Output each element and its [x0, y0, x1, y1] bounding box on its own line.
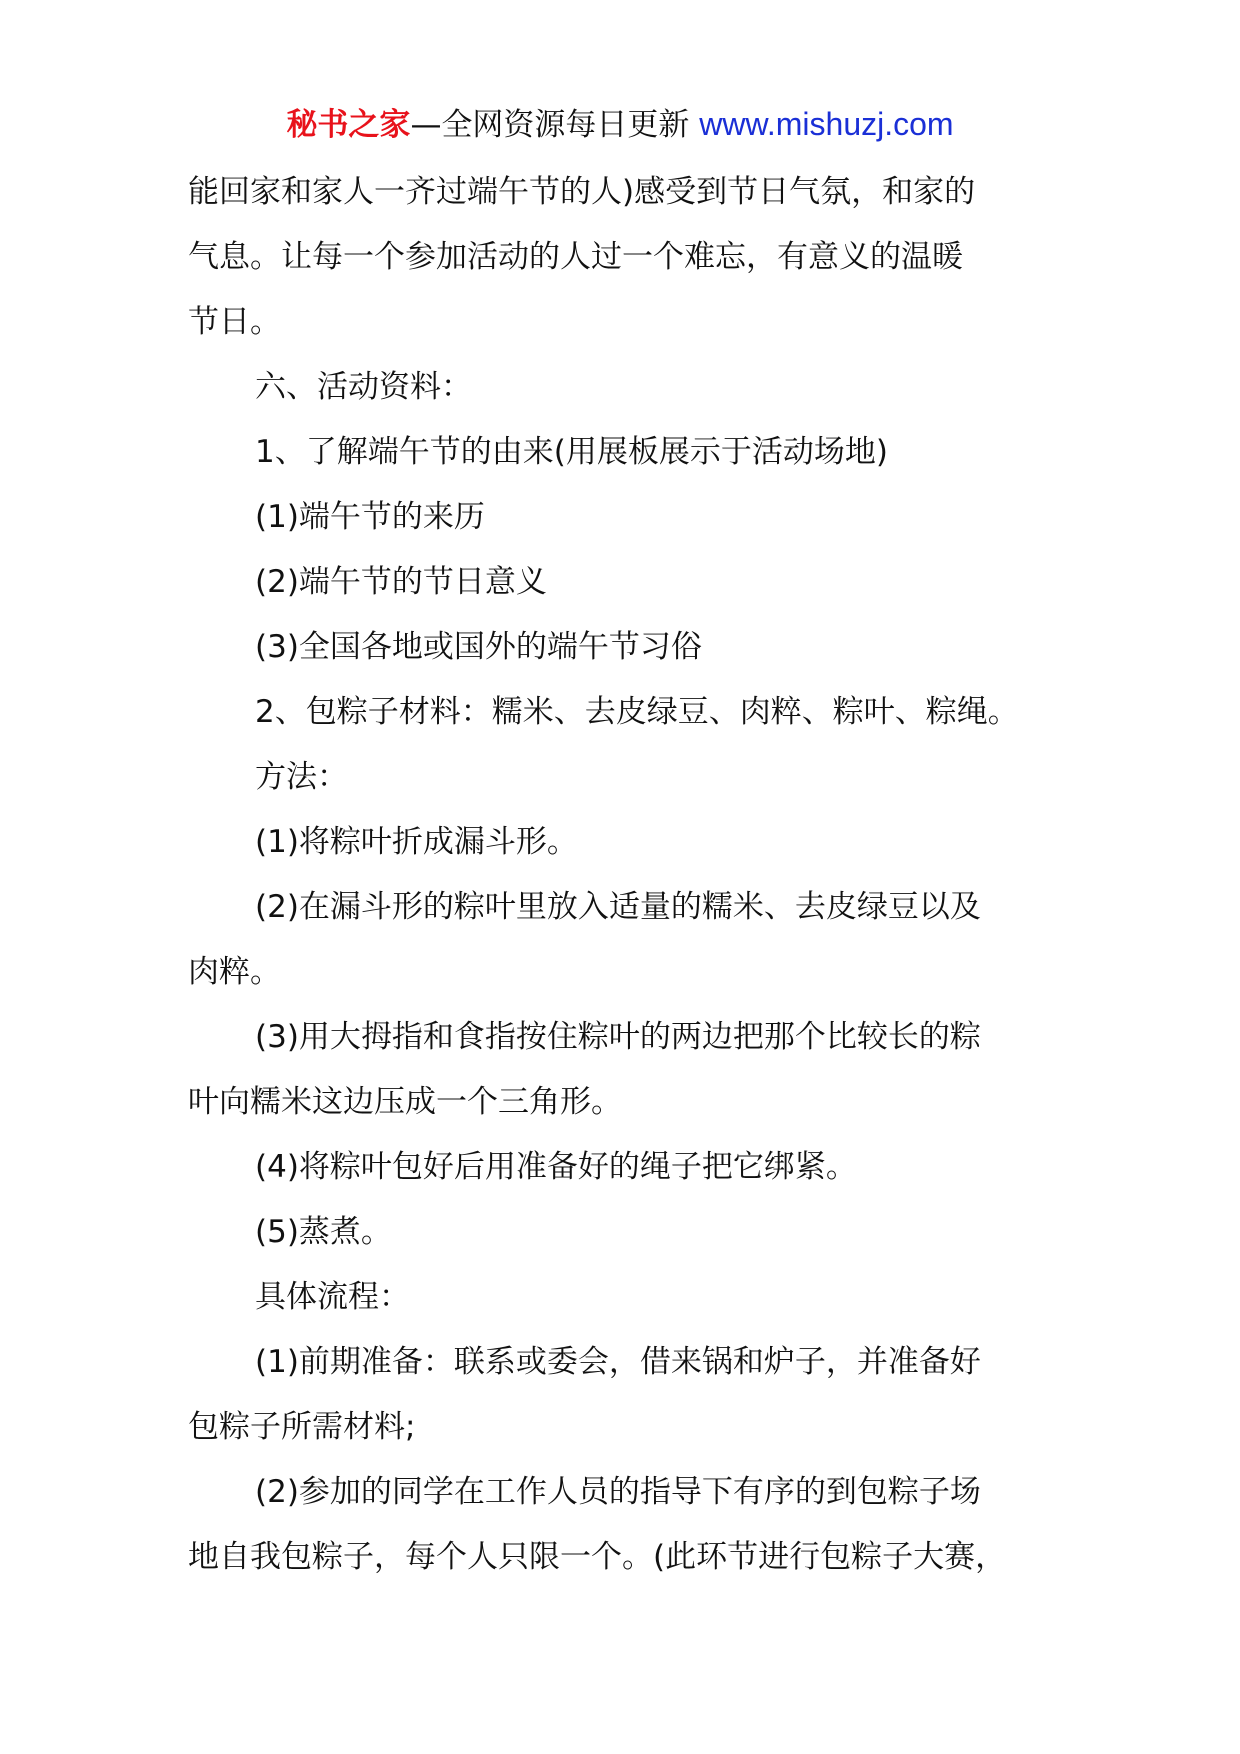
subheading: 具体流程： [255, 1279, 410, 1315]
list-item: (2)参加的同学在工作人员的指导下有序的到包粽子场 [255, 1474, 981, 1510]
paragraph-line: 节日。 [188, 304, 281, 340]
section-heading: 六、活动资料： [255, 369, 472, 405]
list-item: (3)全国各地或国外的端午节习俗 [255, 629, 702, 665]
list-item: (2)端午节的节日意义 [255, 564, 547, 600]
document-body [188, 160, 1068, 1590]
paragraph-line: 能回家和家人一齐过端午节的人)感受到节日气氛，和家的 [188, 174, 976, 210]
paragraph-line: 地自我包粽子，每个人只限一个。(此环节进行包粽子大赛， [188, 1539, 1007, 1575]
list-item: 1、了解端午节的由来(用展板展示于活动场地) [255, 434, 888, 470]
list-item: (5)蒸煮。 [255, 1214, 392, 1250]
site-brand: 秘书之家 [286, 107, 411, 143]
subheading: 方法： [255, 759, 348, 795]
list-item: (1)端午节的来历 [255, 499, 485, 535]
list-item: (4)将粽叶包好后用准备好的绳子把它绑紧。 [255, 1149, 857, 1185]
site-slogan: —全网资源每日更新 [410, 107, 700, 143]
list-item: (2)在漏斗形的粽叶里放入适量的糯米、去皮绿豆以及 [255, 889, 981, 925]
paragraph-line: 肉粹。 [188, 954, 281, 990]
list-item: (3)用大拇指和食指按住粽叶的两边把那个比较长的粽 [255, 1019, 981, 1055]
list-item: 2、包粽子材料：糯米、去皮绿豆、肉粹、粽叶、粽绳。 [255, 694, 1019, 730]
page-header [0, 100, 1240, 149]
site-url-link[interactable]: www.mishuzj.com [699, 106, 954, 142]
paragraph-line: 叶向糯米这边压成一个三角形。 [188, 1084, 622, 1120]
list-item: (1)将粽叶折成漏斗形。 [255, 824, 578, 860]
paragraph-line: 气息。让每一个参加活动的人过一个难忘，有意义的温暖 [188, 239, 963, 275]
paragraph-line: 包粽子所需材料; [188, 1409, 416, 1445]
list-item: (1)前期准备：联系或委会，借来锅和炉子，并准备好 [255, 1344, 981, 1380]
